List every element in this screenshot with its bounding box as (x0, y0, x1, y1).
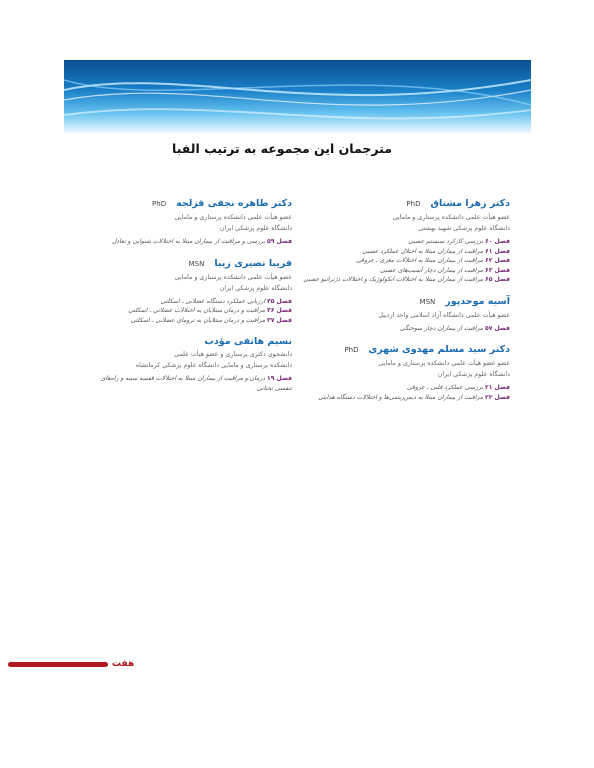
chapter-title: مراقبت از بیماران مبتلا به دیس‌ریتمی‌ها و اختلالات دستگاه هدایتی (318, 393, 484, 401)
page-title: مترجمان این مجموعه به ترتیب الفبا (172, 141, 392, 156)
chapter-number: فصل ۶۲ (484, 257, 510, 264)
translator-affiliation: عضو هیأت علمی دانشکده پرستاری و مامایی (174, 273, 292, 281)
chapter-title: مراقبت از بیماران دچار سوختگی (399, 324, 484, 332)
translator-name: نسیم هاتفی مؤدب (204, 336, 292, 347)
chapter-item (296, 237, 510, 247)
translator-name-line (100, 334, 292, 349)
translator-degree: MSN (419, 297, 436, 306)
chapter-number: فصل ۲۲ (484, 393, 510, 401)
chapter-title: بررسی عملکرد قلبی ـ عروقی (406, 384, 484, 391)
translator-affiliation: دانشجوی دکتری پرستاری و عضو هیأت علمی (174, 351, 292, 358)
chapter-number: فصل ۳۵ (266, 297, 292, 305)
translator-name: دکتر زهرا مشتاق (430, 198, 510, 209)
chapter-number: فصل ۱۹ (266, 375, 292, 382)
chapter-title: بررسی و مراقبت از بیماران مبتلا به اختلالات شنوایی و تعادل (112, 238, 266, 245)
page-number-bar (8, 662, 108, 667)
chapter-number: فصل ۶۳ (484, 266, 510, 274)
chapter-item (296, 324, 510, 334)
chapter-item (296, 266, 510, 276)
translator-affiliation: دانشگاه علوم پزشکی ایران (219, 225, 292, 232)
chapter-item (100, 297, 292, 307)
translator-degree: PhD (152, 200, 167, 208)
translator-affiliation: دانشگاه علوم پزشکی ایران (219, 284, 292, 292)
translator-affiliation: عضو هیأت علمی دانشگاه آزاد اسلامی واحد اردبیل (378, 311, 510, 319)
translator-degree: PhD (406, 200, 421, 208)
translator-entry (296, 342, 510, 402)
chapter-item (296, 247, 510, 257)
translator-affiliation: دانشکده پرستاری و مامایی دانشگاه علوم پزشکی کرمانشاه (135, 362, 292, 369)
chapter-item (296, 393, 510, 403)
chapter-list (100, 374, 292, 393)
chapter-item (100, 237, 292, 247)
chapter-title: مراقبت و درمان مبتلایان به ترومای عضلانی ـ اسکلتی (130, 316, 266, 324)
translator-name: فریبا نصیری زیبا (214, 257, 292, 269)
chapter-list (296, 324, 510, 334)
chapter-title: مراقبت از بیماران مبتلا به اختلالات انکولوژیک و اختلالات دژنراتیو عصبی (303, 276, 484, 283)
translator-degree: PhD (344, 346, 359, 354)
chapter-list (100, 297, 292, 326)
translator-name: دکتر سید مسلم مهدوی شهری (368, 344, 510, 355)
chapter-item (100, 306, 292, 316)
translator-affiliation: عضو هیأت علمی دانشکده پرستاری و مامایی (392, 214, 510, 221)
chapter-number: فصل ۶۱ (484, 247, 510, 255)
chapter-title: مراقبت از بیماران مبتلا به اختلالات مغزی ـ عروقی (356, 257, 484, 264)
chapter-item (296, 383, 510, 393)
translators-left-column (100, 196, 292, 402)
chapter-title: درمان و مراقبت از بیماران مبتلا به اختلالات قفسه سینه و راه‌های تنفسی تحتانی (100, 375, 292, 392)
chapter-number: فصل ۳۶ (266, 307, 292, 314)
translator-entry (296, 196, 510, 285)
translator-entry (100, 256, 292, 326)
chapter-list (100, 237, 292, 247)
translator-name-line (296, 342, 510, 358)
translator-degree: MSN (188, 259, 205, 268)
translator-affiliation: عضو عضو هیأت علمی دانشکده پرستاری و مامایی (378, 360, 510, 367)
translator-name-line (296, 196, 510, 212)
translator-name: آسیه موحدپور (445, 295, 510, 307)
chapter-number: فصل ۵۷ (484, 324, 510, 332)
chapter-item (100, 316, 292, 326)
translator-entry (100, 334, 292, 393)
translator-affiliation: عضو هیأت علمی دانشکده پرستاری و مامایی (174, 214, 292, 221)
translator-affiliation: دانشگاه علوم پزشکی ایران (437, 371, 510, 378)
chapter-item (296, 256, 510, 266)
chapter-number: فصل ۶۰ (484, 238, 510, 245)
chapter-item (296, 275, 510, 285)
chapter-title: ارزیابی عملکرد دستگاه عضلانی ـ اسکلتی (160, 297, 266, 305)
translator-name-line (296, 294, 510, 310)
chapter-item (100, 374, 292, 393)
chapter-number: فصل ۶۵ (484, 276, 510, 283)
translator-entry (100, 196, 292, 247)
chapter-title: مراقبت و درمان مبتلایان به اختلالات عضلانی ـ اسکلتی (128, 307, 266, 314)
chapter-list (296, 237, 510, 285)
header-banner (64, 60, 531, 135)
chapter-title: مراقبت از بیماران مبتلا به اختلال عملکرد عصبی (362, 247, 484, 255)
wave-decoration (64, 60, 531, 135)
page-number: هفت (112, 659, 135, 669)
chapter-list (296, 383, 510, 402)
translator-affiliation: دانشگاه علوم پزشکی شهید بهشتی (418, 225, 510, 232)
translators-right-column (296, 196, 510, 411)
chapter-title: مراقبت از بیماران دچار آسیب‌های عصبی (380, 266, 484, 274)
translator-name-line (100, 196, 292, 212)
chapter-number: فصل ۳۷ (266, 316, 292, 324)
chapter-number: فصل ۵۹ (266, 238, 292, 245)
chapter-title: بررسی کارکرد سیستم عصبی (408, 238, 484, 245)
chapter-number: فصل ۲۱ (484, 384, 510, 391)
translator-name: دکتر طاهره نجفی قزلجه (176, 198, 292, 209)
translator-name-line (100, 256, 292, 272)
translator-entry (296, 294, 510, 334)
